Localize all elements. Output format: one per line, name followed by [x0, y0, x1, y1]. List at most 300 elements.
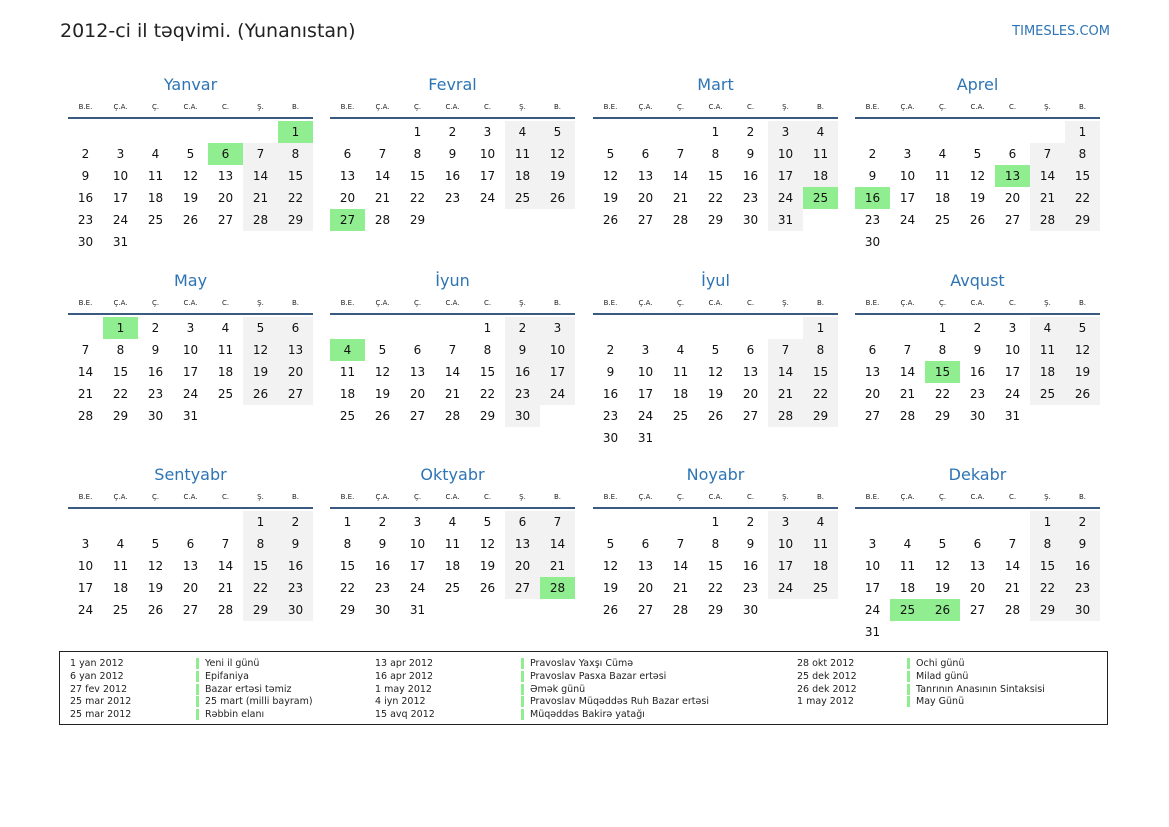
day-cell: 8 [343, 537, 352, 551]
day-cell: 7 [448, 343, 457, 357]
day-cell: 17 [112, 191, 129, 205]
day-cell: 26 [1065, 383, 1100, 405]
legend-color-marker [521, 684, 524, 695]
day-cell: 29 [1065, 209, 1100, 231]
site-link[interactable]: TIMESLES.COM [1012, 24, 1110, 39]
day-cell: 17 [864, 581, 881, 595]
legend-color-marker [907, 684, 910, 695]
legend-holiday-name: Tanrının Anasının Sintaksisi [916, 683, 1045, 695]
day-cell: 14 [540, 533, 575, 555]
day-cell: 29 [243, 599, 278, 621]
weekday-header: C. [483, 299, 492, 307]
weekday-header: C. [1008, 299, 1017, 307]
weekday-header: Ç.A. [113, 493, 128, 501]
weekday-header: C.A. [970, 103, 985, 111]
day-cell: 19 [969, 191, 986, 205]
day-cell: 30 [742, 213, 759, 227]
day-cell: 22 [479, 387, 496, 401]
month-divider [593, 117, 838, 119]
day-cell: 8 [803, 339, 838, 361]
day-cell: 1 [243, 511, 278, 533]
weekday-header: C.A. [708, 493, 723, 501]
legend-holiday-name: 25 mart (milli bayram) [205, 696, 313, 708]
day-cell: 30 [278, 599, 313, 621]
day-cell: 30 [505, 405, 540, 427]
month-divider [68, 117, 313, 119]
day-cell: 26 [540, 187, 575, 209]
month-name: Dekabr [948, 465, 1007, 484]
weekday-header: Ç.A. [638, 493, 653, 501]
weekday-header: Ç. [676, 299, 685, 307]
weekday-header: B. [1078, 299, 1087, 307]
weekday-header: Ş. [782, 103, 789, 111]
day-cell: 19 [1065, 361, 1100, 383]
day-cell: 13 [637, 559, 654, 573]
weekday-header: C. [746, 493, 755, 501]
day-cell: 31 [864, 625, 881, 639]
day-cell: 4 [221, 321, 230, 335]
day-cell: 26 [602, 213, 619, 227]
day-cell: 29 [409, 213, 426, 227]
weekday-header: C.A. [445, 103, 460, 111]
day-cell: 11 [339, 365, 356, 379]
day-cell: 10 [768, 143, 803, 165]
day-cell: 8 [483, 343, 492, 357]
day-cell: 27 [742, 409, 759, 423]
weekday-header: C. [483, 493, 492, 501]
day-cell: 2 [278, 511, 313, 533]
day-cell: 1 [413, 125, 422, 139]
day-cell: 10 [409, 537, 426, 551]
day-cell: 9 [81, 169, 90, 183]
day-cell: 21 [1004, 581, 1021, 595]
weekday-header: Ç. [151, 493, 160, 501]
day-cell: 26 [243, 383, 278, 405]
weekday-header: B. [816, 493, 825, 501]
day-cell: 1 [483, 321, 492, 335]
legend-color-marker [907, 658, 910, 669]
day-cell: 27 [182, 603, 199, 617]
day-cell: 12 [934, 559, 951, 573]
day-cell: 2 [868, 147, 877, 161]
month-5 [68, 271, 313, 451]
day-cell: 10 [637, 365, 654, 379]
weekday-header: C.A. [970, 493, 985, 501]
day-cell: 22 [409, 191, 426, 205]
day-cell: 19 [540, 165, 575, 187]
legend-date: 25 mar 2012 [70, 696, 132, 708]
weekday-header: B.E. [78, 299, 93, 307]
day-cell: 29 [934, 409, 951, 423]
day-cell: 25 [505, 187, 540, 209]
day-cell: 3 [413, 515, 422, 529]
day-cell: 5 [483, 515, 492, 529]
day-cell: 5 [606, 147, 615, 161]
day-cell: 14 [768, 361, 803, 383]
day-cell: 9 [448, 147, 457, 161]
day-cell: 17 [409, 559, 426, 573]
legend-color-marker [196, 684, 199, 695]
day-cell: 6 [413, 343, 422, 357]
weekday-header: C. [221, 299, 230, 307]
day-cell: 15 [707, 169, 724, 183]
day-cell: 18 [147, 191, 164, 205]
day-cell: 26 [147, 603, 164, 617]
day-cell: 23 [969, 387, 986, 401]
day-cell: 13 [339, 169, 356, 183]
day-cell: 1 [803, 317, 838, 339]
day-cell: 16 [147, 365, 164, 379]
day-cell: 21 [1030, 187, 1065, 209]
day-cell: 11 [147, 169, 164, 183]
day-cell: 18 [803, 165, 838, 187]
day-cell: 2 [448, 125, 457, 139]
month-name: Noyabr [686, 465, 745, 484]
weekday-header: C.A. [708, 103, 723, 111]
day-cell: 11 [1030, 339, 1065, 361]
holiday-day-cell: 28 [540, 577, 575, 599]
day-cell: 24 [1004, 387, 1021, 401]
weekday-header: B. [1078, 103, 1087, 111]
day-cell: 12 [147, 559, 164, 573]
weekday-header: C.A. [183, 299, 198, 307]
weekday-header: Ş. [257, 299, 264, 307]
day-cell: 23 [864, 213, 881, 227]
weekday-header: Ş. [257, 493, 264, 501]
day-cell: 8 [1030, 533, 1065, 555]
day-cell: 22 [112, 387, 129, 401]
legend-date: 13 apr 2012 [375, 658, 434, 669]
weekday-header: Ş. [782, 493, 789, 501]
weekday-header: B.E. [865, 103, 880, 111]
legend-holiday-name: Rəbbin elanı [205, 709, 265, 721]
weekday-header: Ç. [938, 103, 947, 111]
day-cell: 6 [186, 537, 195, 551]
day-cell: 1 [711, 125, 720, 139]
day-cell: 29 [803, 405, 838, 427]
weekday-header: B.E. [78, 103, 93, 111]
weekday-header: B. [291, 493, 300, 501]
day-cell: 17 [768, 165, 803, 187]
day-cell: 22 [243, 577, 278, 599]
day-cell: 6 [505, 511, 540, 533]
day-cell: 30 [602, 431, 619, 445]
day-cell: 16 [1065, 555, 1100, 577]
weekday-header: B.E. [603, 299, 618, 307]
legend-color-marker [196, 696, 199, 707]
day-cell: 6 [1008, 147, 1017, 161]
day-cell: 3 [540, 317, 575, 339]
day-cell: 6 [641, 147, 650, 161]
day-cell: 13 [969, 559, 986, 573]
day-cell: 22 [278, 187, 313, 209]
day-cell: 3 [903, 147, 912, 161]
weekday-header: Ç. [938, 299, 947, 307]
month-divider [68, 313, 313, 315]
day-cell: 24 [77, 603, 94, 617]
day-cell: 24 [637, 409, 654, 423]
legend-date: 1 may 2012 [797, 696, 854, 708]
day-cell: 14 [1004, 559, 1021, 573]
weekday-header: B.E. [340, 493, 355, 501]
day-cell: 6 [641, 537, 650, 551]
day-cell: 2 [81, 147, 90, 161]
day-cell: 1 [343, 515, 352, 529]
day-cell: 12 [969, 169, 986, 183]
day-cell: 13 [864, 365, 881, 379]
legend-date: 16 apr 2012 [375, 670, 434, 682]
day-cell: 1 [938, 321, 947, 335]
day-cell: 15 [1065, 165, 1100, 187]
day-cell: 26 [182, 213, 199, 227]
day-cell: 25 [112, 603, 129, 617]
day-cell: 27 [505, 577, 540, 599]
day-cell: 25 [147, 213, 164, 227]
day-cell: 3 [768, 511, 803, 533]
month-2 [330, 75, 575, 255]
month-name: Mart [697, 75, 734, 94]
legend-holiday-name: Milad günü [916, 670, 969, 682]
weekday-header: B.E. [865, 299, 880, 307]
legend-holiday-name: Pravoslav Müqəddəs Ruh Bazar ertəsi [530, 696, 709, 708]
day-cell: 16 [742, 169, 759, 183]
day-cell: 18 [217, 365, 234, 379]
month-name: Avqust [950, 271, 1005, 290]
day-cell: 4 [116, 537, 125, 551]
day-cell: 14 [672, 169, 689, 183]
day-cell: 28 [1030, 209, 1065, 231]
day-cell: 4 [448, 515, 457, 529]
day-cell: 13 [278, 339, 313, 361]
day-cell: 12 [602, 169, 619, 183]
legend-color-marker [907, 696, 910, 707]
day-cell: 20 [637, 581, 654, 595]
day-cell: 27 [637, 603, 654, 617]
month-name: Fevral [428, 75, 477, 94]
day-cell: 30 [742, 603, 759, 617]
weekday-header: Ç.A. [638, 103, 653, 111]
day-cell: 27 [864, 409, 881, 423]
weekday-header: Ç.A. [113, 103, 128, 111]
day-cell: 22 [1030, 577, 1065, 599]
day-cell: 5 [938, 537, 947, 551]
day-cell: 27 [1004, 213, 1021, 227]
day-cell: 21 [672, 191, 689, 205]
month-divider [330, 117, 575, 119]
day-cell: 7 [768, 339, 803, 361]
day-cell: 18 [899, 581, 916, 595]
day-cell: 29 [1030, 599, 1065, 621]
day-cell: 18 [803, 555, 838, 577]
weekday-header: Ş. [519, 493, 526, 501]
day-cell: 18 [112, 581, 129, 595]
month-3 [593, 75, 838, 255]
day-cell: 19 [147, 581, 164, 595]
day-cell: 22 [707, 191, 724, 205]
day-cell: 21 [217, 581, 234, 595]
day-cell: 9 [868, 169, 877, 183]
weekday-header: Ç.A. [113, 299, 128, 307]
day-cell: 15 [803, 361, 838, 383]
legend-date: 4 iyn 2012 [375, 696, 426, 708]
day-cell: 14 [1030, 165, 1065, 187]
day-cell: 23 [444, 191, 461, 205]
day-cell: 26 [374, 409, 391, 423]
legend-holiday-name: Əmək günü [530, 683, 586, 695]
weekday-header: B.E. [865, 493, 880, 501]
month-12 [855, 465, 1100, 645]
day-cell: 15 [1030, 555, 1065, 577]
day-cell: 13 [409, 365, 426, 379]
day-cell: 4 [903, 537, 912, 551]
day-cell: 30 [1065, 599, 1100, 621]
day-cell: 16 [444, 169, 461, 183]
day-cell: 12 [540, 143, 575, 165]
day-cell: 12 [374, 365, 391, 379]
day-cell: 25 [217, 387, 234, 401]
day-cell: 8 [116, 343, 125, 357]
day-cell: 18 [672, 387, 689, 401]
day-cell: 2 [378, 515, 387, 529]
day-cell: 29 [707, 213, 724, 227]
day-cell: 24 [864, 603, 881, 617]
day-cell: 30 [77, 235, 94, 249]
day-cell: 22 [1065, 187, 1100, 209]
day-cell: 12 [707, 365, 724, 379]
day-cell: 11 [444, 537, 461, 551]
holiday-legend [59, 651, 1108, 725]
legend-date: 25 mar 2012 [70, 709, 132, 721]
day-cell: 5 [186, 147, 195, 161]
day-cell: 10 [1004, 343, 1021, 357]
day-cell: 21 [374, 191, 391, 205]
month-name: Aprel [956, 75, 999, 94]
day-cell: 17 [479, 169, 496, 183]
day-cell: 17 [768, 555, 803, 577]
day-cell: 4 [1030, 317, 1065, 339]
day-cell: 11 [112, 559, 129, 573]
month-divider [593, 313, 838, 315]
day-cell: 20 [864, 387, 881, 401]
day-cell: 5 [606, 537, 615, 551]
day-cell: 23 [742, 191, 759, 205]
weekday-header: Ç.A. [638, 299, 653, 307]
day-cell: 26 [479, 581, 496, 595]
legend-color-marker [196, 671, 199, 682]
day-cell: 28 [1004, 603, 1021, 617]
day-cell: 5 [151, 537, 160, 551]
day-cell: 2 [746, 515, 755, 529]
day-cell: 14 [899, 365, 916, 379]
day-cell: 18 [339, 387, 356, 401]
day-cell: 25 [803, 577, 838, 599]
day-cell: 6 [343, 147, 352, 161]
day-cell: 21 [77, 387, 94, 401]
weekday-header: Ç. [413, 299, 422, 307]
day-cell: 17 [637, 387, 654, 401]
day-cell: 28 [672, 213, 689, 227]
day-cell: 8 [243, 533, 278, 555]
weekday-header: C. [746, 103, 755, 111]
day-cell: 23 [147, 387, 164, 401]
day-cell: 11 [803, 143, 838, 165]
day-cell: 23 [1065, 577, 1100, 599]
weekday-header: B. [291, 299, 300, 307]
month-6 [330, 271, 575, 451]
day-cell: 11 [217, 343, 234, 357]
day-cell: 5 [711, 343, 720, 357]
day-cell: 5 [378, 343, 387, 357]
day-cell: 16 [278, 555, 313, 577]
legend-holiday-name: May Günü [916, 696, 965, 708]
day-cell: 17 [182, 365, 199, 379]
weekday-header: B.E. [603, 103, 618, 111]
weekday-header: B.E. [340, 299, 355, 307]
day-cell: 2 [151, 321, 160, 335]
weekday-header: C.A. [183, 493, 198, 501]
day-cell: 27 [278, 383, 313, 405]
weekday-header: C.A. [970, 299, 985, 307]
day-cell: 19 [602, 581, 619, 595]
day-cell: 20 [742, 387, 759, 401]
weekday-header: B. [553, 299, 562, 307]
day-cell: 16 [77, 191, 94, 205]
day-cell: 19 [479, 559, 496, 573]
weekday-header: C. [746, 299, 755, 307]
day-cell: 9 [973, 343, 982, 357]
legend-date: 28 okt 2012 [797, 658, 855, 669]
day-cell: 28 [77, 409, 94, 423]
day-cell: 12 [479, 537, 496, 551]
day-cell: 2 [746, 125, 755, 139]
day-cell: 26 [602, 603, 619, 617]
day-cell: 3 [1008, 321, 1017, 335]
weekday-header: Ç. [676, 493, 685, 501]
day-cell: 18 [505, 165, 540, 187]
day-cell: 14 [444, 365, 461, 379]
day-cell: 7 [540, 511, 575, 533]
day-cell: 29 [112, 409, 129, 423]
day-cell: 16 [969, 365, 986, 379]
day-cell: 30 [147, 409, 164, 423]
legend-holiday-name: Yeni il günü [205, 658, 260, 669]
day-cell: 23 [602, 409, 619, 423]
day-cell: 21 [768, 383, 803, 405]
month-name: Sentyabr [154, 465, 227, 484]
day-cell: 9 [746, 147, 755, 161]
day-cell: 15 [112, 365, 129, 379]
day-cell: 25 [339, 409, 356, 423]
day-cell: 12 [602, 559, 619, 573]
month-9 [68, 465, 313, 645]
day-cell: 11 [934, 169, 951, 183]
weekday-header: Ç. [151, 299, 160, 307]
weekday-header: B.E. [78, 493, 93, 501]
day-cell: 11 [803, 533, 838, 555]
day-cell: 28 [243, 209, 278, 231]
day-cell: 14 [217, 559, 234, 573]
legend-color-marker [521, 696, 524, 707]
day-cell: 9 [378, 537, 387, 551]
legend-date: 1 may 2012 [375, 683, 432, 695]
weekday-header: B. [816, 299, 825, 307]
holiday-day-cell: 16 [855, 187, 890, 209]
day-cell: 29 [278, 209, 313, 231]
day-cell: 3 [186, 321, 195, 335]
weekday-header: B. [291, 103, 300, 111]
month-4 [855, 75, 1100, 255]
day-cell: 28 [374, 213, 391, 227]
